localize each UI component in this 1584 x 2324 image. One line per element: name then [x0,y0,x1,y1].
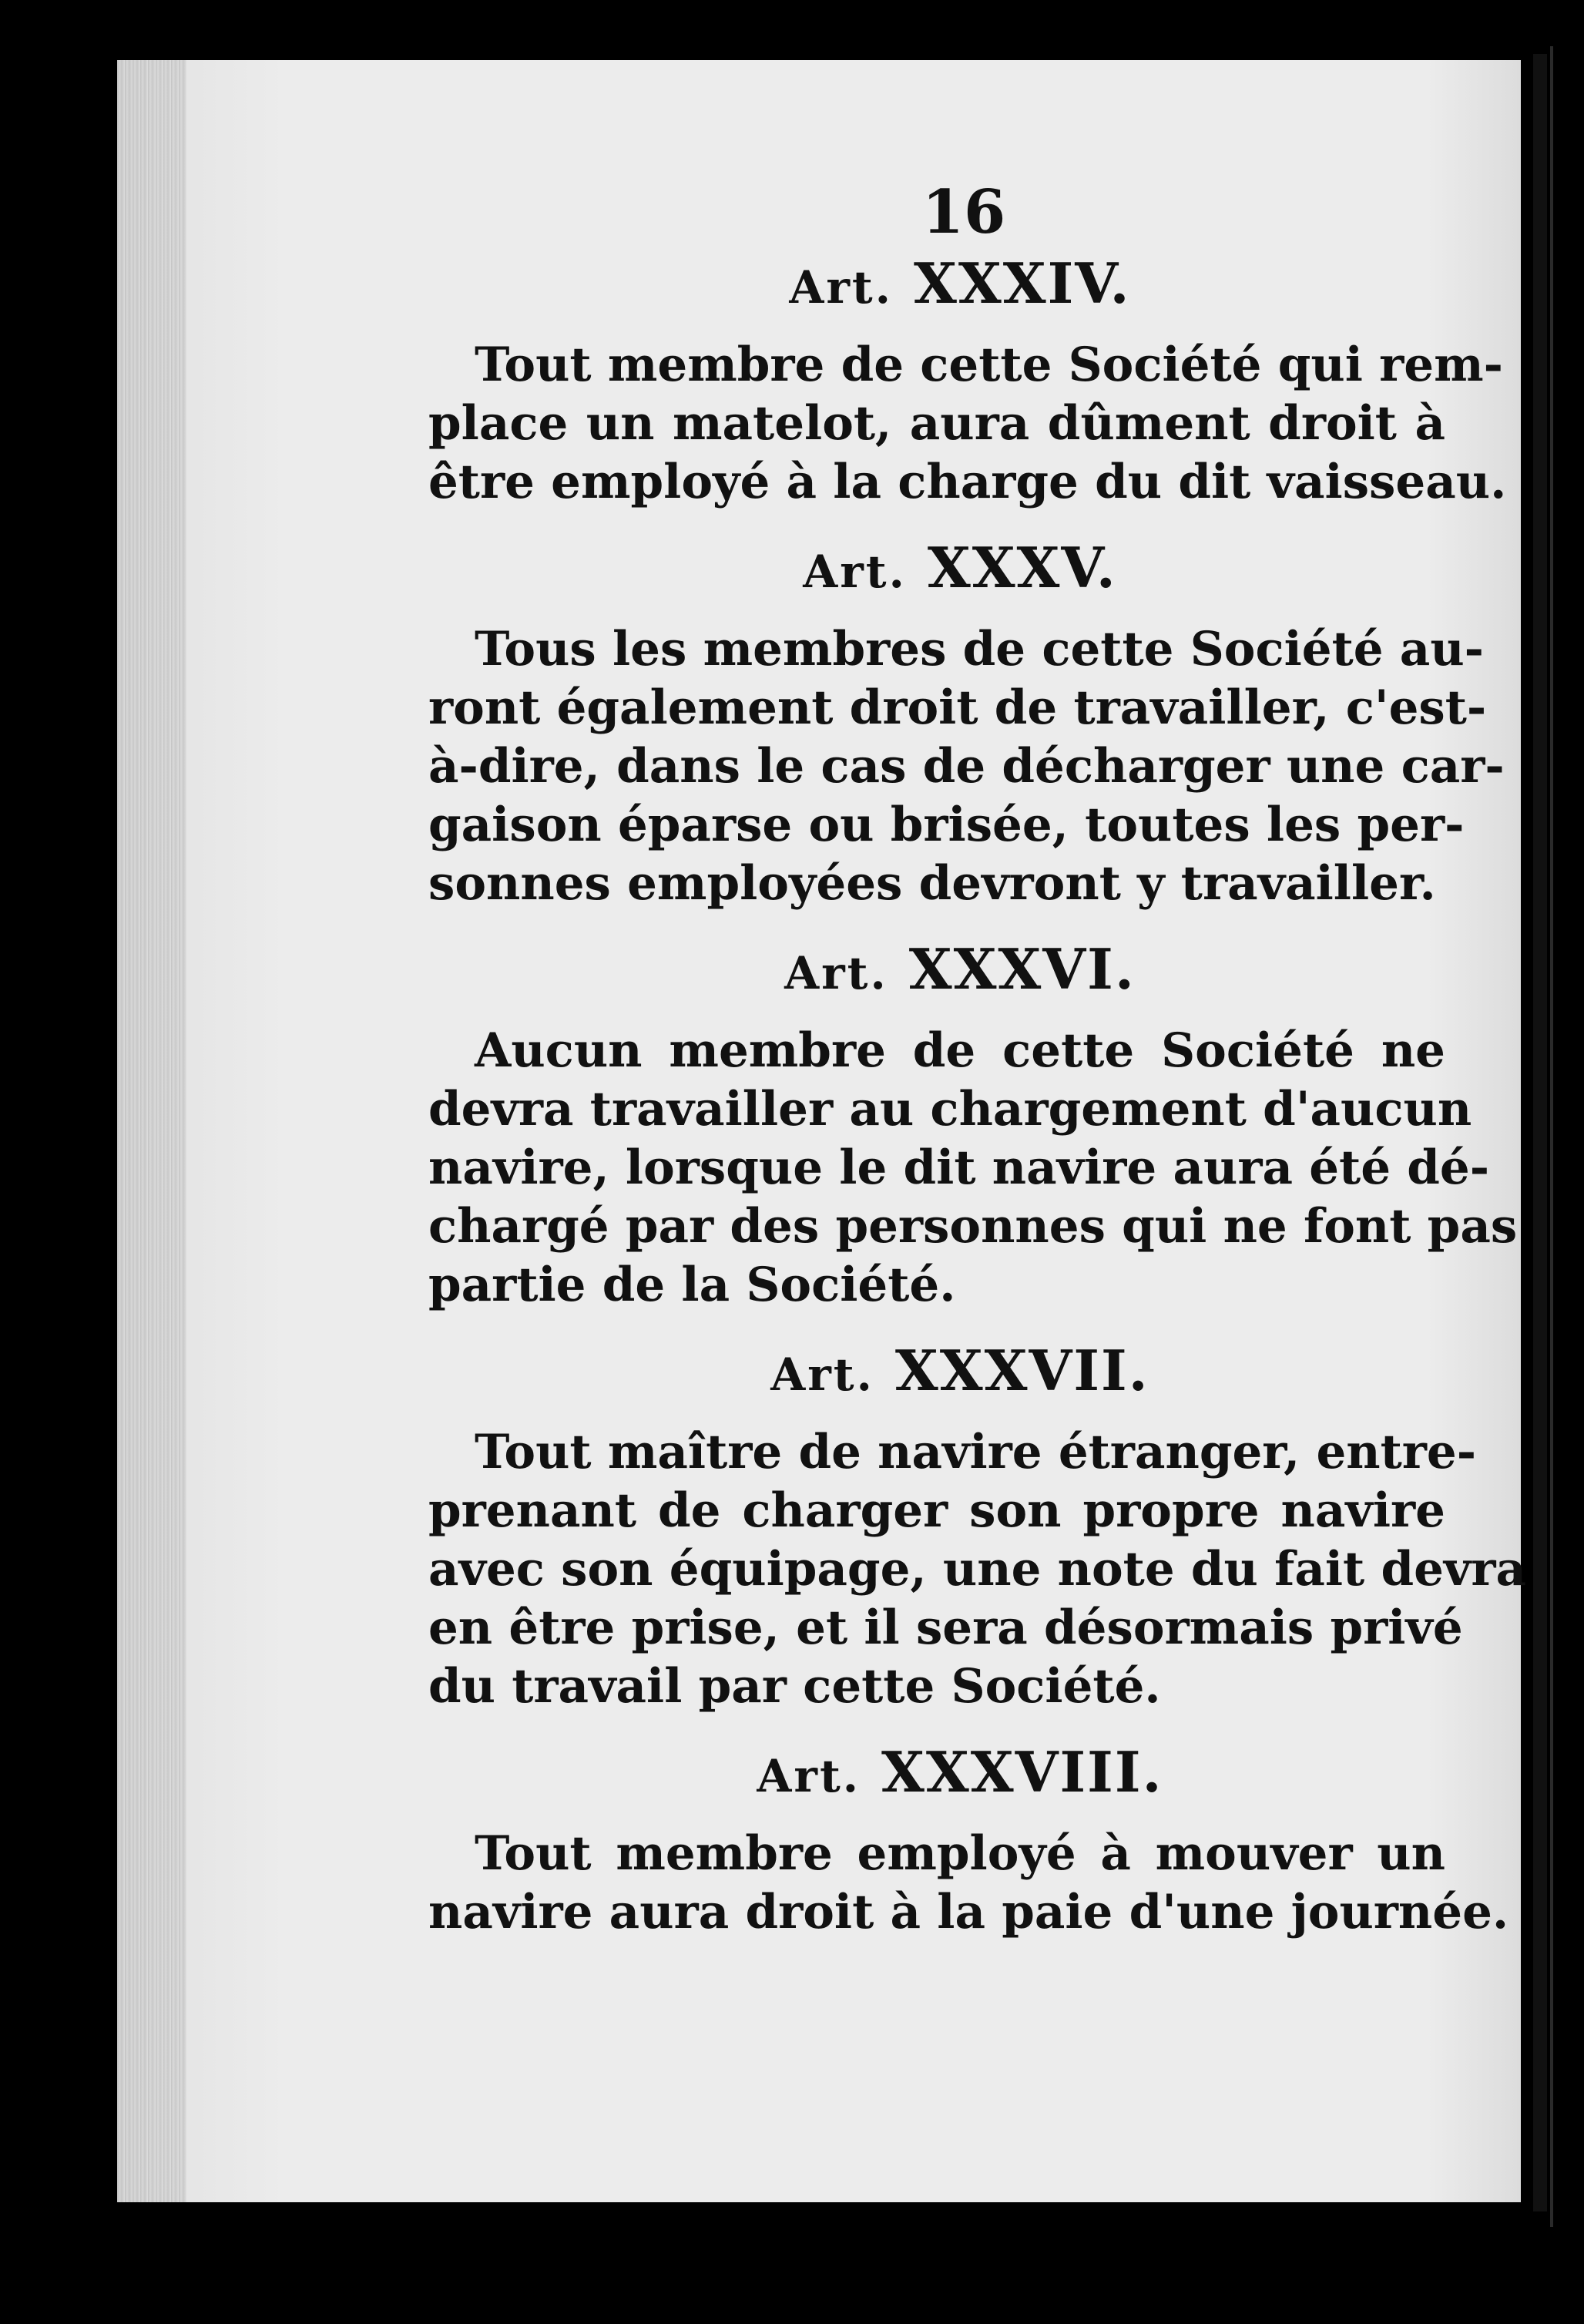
article-paragraph [428,620,1505,913]
article-paragraph [428,336,1507,512]
page-edges [117,60,186,2202]
page-text [428,177,1527,1965]
spine-line [1550,46,1553,2227]
paragraph-line: avec son équipage, une note du fait devra [428,1542,1527,1597]
paragraph-line: sonnes employées devront y travailler. [428,856,1436,911]
paragraph-line: à-dire, dans le cas de décharger une car- [428,739,1505,794]
paragraph-line: chargé par des personnes qui ne font pas [428,1199,1518,1254]
paragraph-line: partie de la Société. [428,1258,956,1312]
article-heading [428,936,1445,1002]
paragraph-line: navire, lorsque le dit navire aura été dé- [428,1140,1490,1195]
article-heading [428,250,1445,316]
article-heading [428,1739,1445,1805]
paragraph-line: Aucun membre de cette Société ne [475,1023,1445,1078]
paragraph-line: navire aura droit à la paie d'une journée. [428,1885,1509,1939]
paragraph-line: Tout maître de navire étranger, entre- [475,1425,1477,1479]
book-spine-shadow [1533,54,1547,2211]
article-heading-abbr: Art. [757,1750,861,1802]
article-paragraph [428,1423,1527,1716]
paragraph-line: place un matelot, aura dûment droit à [428,396,1445,451]
article-paragraph [428,1022,1518,1315]
article-heading [428,535,1445,600]
article-heading [428,1338,1445,1403]
article-heading-number: XXXIV. [892,250,1131,316]
paragraph-line: devra travailler au chargement d'aucun [428,1082,1472,1137]
page-number: 16 [921,177,1006,247]
paragraph-line: du travail par cette Société. [428,1659,1161,1714]
paragraph-line: en être prise, et il sera désormais privé [428,1600,1463,1655]
article-heading-number: XXXV. [906,535,1117,600]
paragraph-line: Tout membre employé à mouver un [475,1826,1445,1881]
article-heading-abbr: Art. [770,1348,874,1401]
article-heading-abbr: Art. [803,546,907,598]
paragraph-line: prenant de charger son propre navire [428,1483,1445,1538]
article-heading-abbr: Art. [784,947,888,999]
paragraph-line: Tout membre de cette Société qui rem- [475,338,1503,392]
article-heading-abbr: Art. [789,261,893,314]
paragraph-line: ront également droit de travailler, c'est- [428,680,1487,735]
article-heading-number: XXXVII. [874,1338,1149,1403]
paragraph-line: être employé à la charge du dit vaisseau. [428,455,1507,509]
article-paragraph [428,1825,1509,1942]
article-heading-number: XXXVIII. [860,1739,1163,1805]
paragraph-line: gaison éparse ou brisée, toutes les per- [428,798,1465,852]
paragraph-line: Tous les membres de cette Société au- [475,622,1484,677]
article-heading-number: XXXVI. [888,936,1136,1002]
articles-list [428,250,1527,1942]
